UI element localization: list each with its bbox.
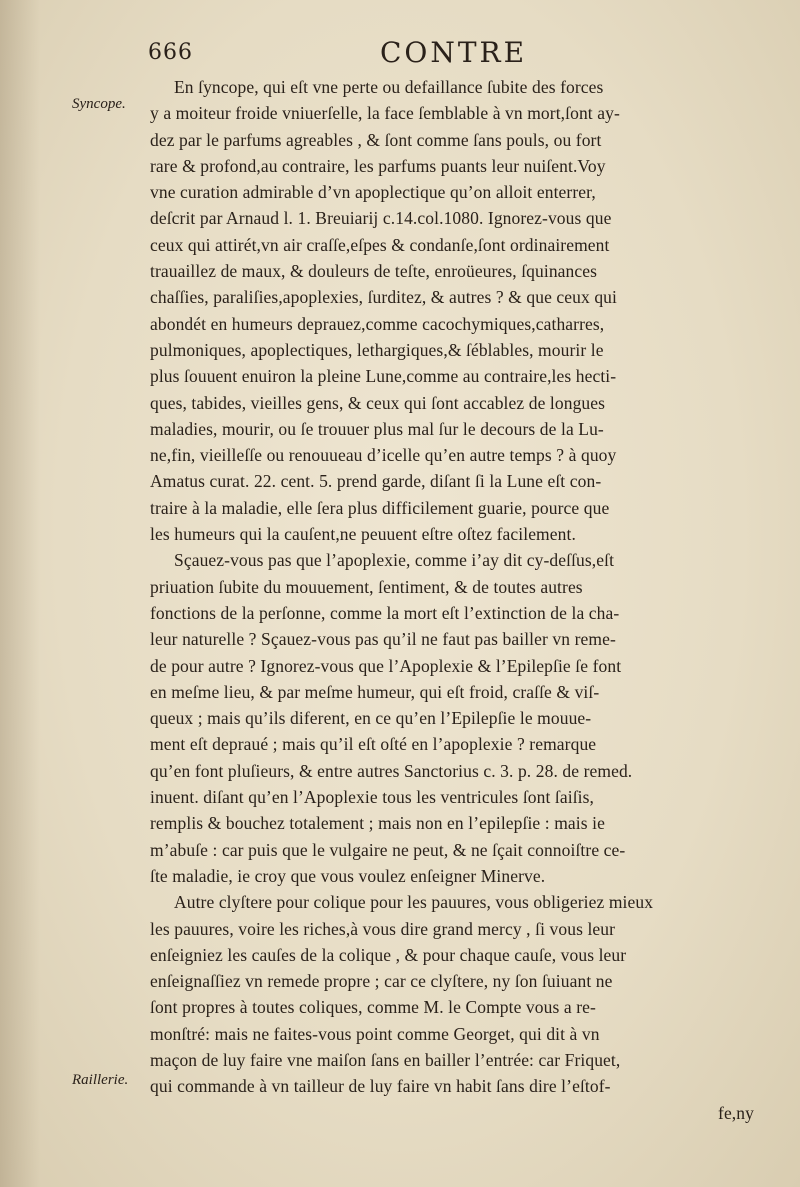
text-line: enſeigniez les cauſes de la colique , & pour chaque cauſe, vous leur bbox=[150, 944, 627, 965]
text-line: trauaillez de maux, & douleurs de teſte, enroüeures, ſquinances bbox=[150, 261, 598, 282]
text-line: remplis & bouchez totalement ; mais non en l’epilepſie : mais ie bbox=[150, 813, 605, 834]
margin-note-syncope: Syncope. bbox=[72, 96, 126, 112]
body-text bbox=[150, 74, 762, 1126]
text-line: ment eſt depraué ; mais qu’il eſt oſté en l’apoplexie ? remarque bbox=[150, 734, 597, 755]
text-line: chaſſies, paraliſies,apoplexies, ſurditez, & autres ? & que ceux qui bbox=[150, 287, 617, 308]
text-line: les humeurs qui la cauſent,ne peuuent eſtre oſtez facilement. bbox=[150, 524, 576, 545]
text-line: rare & profond,au contraire, les parfums puants leur nuiſent.Voy bbox=[150, 155, 606, 176]
text-line: ne,fin, vieilleſſe ou renouueau d’icelle qu’en autre temps ? à quoy bbox=[150, 445, 617, 466]
text-line: priuation ſubite du mouuement, ſentiment, & de toutes autres bbox=[150, 576, 583, 597]
text-line: qu’en font pluſieurs, & entre autres Sanctorius c. 3. p. 28. de remed. bbox=[150, 760, 633, 781]
text-line: m’abuſe : car puis que le vulgaire ne peut, & ne ſçait connoiſtre ce- bbox=[150, 839, 626, 860]
text-line: leur naturelle ? Sçauez-vous pas qu’il ne faut pas bailler vn reme- bbox=[150, 629, 616, 650]
text-line: plus ſouuent enuiron la pleine Lune,comme au contraire,les hecti- bbox=[150, 366, 617, 387]
text-line: pulmoniques, apoplectiques, lethargiques,& ſéblables, mourir le bbox=[150, 339, 604, 360]
text-line: Sçauez-vous pas que l’apoplexie, comme i’ay dit cy-deſſus,eſt bbox=[174, 550, 615, 571]
text-line: ques, tabides, vieilles gens, & ceux qui ſont accablez de longues bbox=[150, 392, 606, 413]
text-line: Autre clyſtere pour colique pour les pauures, vous obligeriez mieux bbox=[174, 892, 654, 913]
page-fold-shadow bbox=[0, 0, 40, 1187]
text-line: Amatus curat. 22. cent. 5. prend garde, diſant ſi la Lune eſt con- bbox=[150, 471, 602, 492]
margin-note-raillerie: Raillerie. bbox=[72, 1072, 129, 1088]
page-number: 666 bbox=[148, 40, 193, 65]
text-line: qui commande à vn tailleur de luy faire vn habit ſans dire l’eſtof- bbox=[150, 1076, 611, 1097]
text-line: queux ; mais qu’ils diferent, en ce qu’en l’Epilepſie le mouue- bbox=[150, 708, 592, 729]
text-line: abondét en humeurs deprauez,comme cacochymiques,catharres, bbox=[150, 313, 605, 334]
text-line: monſtré: mais ne faites-vous point comme Georget, qui dit à vn bbox=[150, 1023, 600, 1044]
text-line: maladies, mourir, ou ſe trouuer plus mal ſur le decours de la Lu- bbox=[150, 418, 604, 439]
text-line: fonctions de la perſonne, comme la mort eſt l’extinction de la cha- bbox=[150, 602, 620, 623]
text-line: ſte maladie, ie croy que vous voulez enſeigner Minerve. bbox=[150, 865, 546, 886]
text-line: y a moiteur froide vniuerſelle, la face ſemblable à vn mort,ſont ay- bbox=[150, 103, 620, 124]
page-header bbox=[148, 36, 568, 76]
text-line: maçon de luy faire vne maiſon ſans en bailler l’entrée: car Friquet, bbox=[150, 1049, 621, 1070]
text-line: ceux qui attirét,vn air craſſe,eſpes & condanſe,ſont ordinairement bbox=[150, 234, 610, 255]
text-line: en meſme lieu, & par meſme humeur, qui eſt froid, craſſe & viſ- bbox=[150, 681, 600, 702]
running-head: CONTRE bbox=[380, 36, 528, 69]
text-line: En ſyncope, qui eſt vne perte ou defaillance ſubite des forces bbox=[174, 77, 604, 97]
text-line: les pauures, voire les riches,à vous dire grand mercy , ſi vous leur bbox=[150, 918, 616, 939]
text-line: inuent. diſant qu’en l’Apoplexie tous les ventricules ſont ſaiſis, bbox=[150, 787, 595, 808]
text-line: vne curation admirable d’vn apoplectique qu’on alloit enterrer, bbox=[150, 182, 596, 203]
text-line: deſcrit par Arnaud l. 1. Breuiarij c.14.col.1080. Ignorez-vous que bbox=[150, 208, 612, 229]
text-line: traire à la maladie, elle ſera plus difficilement guarie, pource que bbox=[150, 497, 610, 518]
text-line: de pour autre ? Ignorez-vous que l’Apoplexie & l’Epilepſie ſe font bbox=[150, 655, 622, 676]
text-line: ſont propres à toutes coliques, comme M. le Compte vous a re- bbox=[150, 997, 596, 1018]
catchword: fe,ny bbox=[718, 1102, 754, 1123]
text-line: enſeignaſſiez vn remede propre ; car ce clyſtere, ny ſon ſuiuant ne bbox=[150, 971, 613, 992]
text-line: dez par le parfums agreables , & ſont comme ſans pouls, ou fort bbox=[150, 129, 602, 150]
